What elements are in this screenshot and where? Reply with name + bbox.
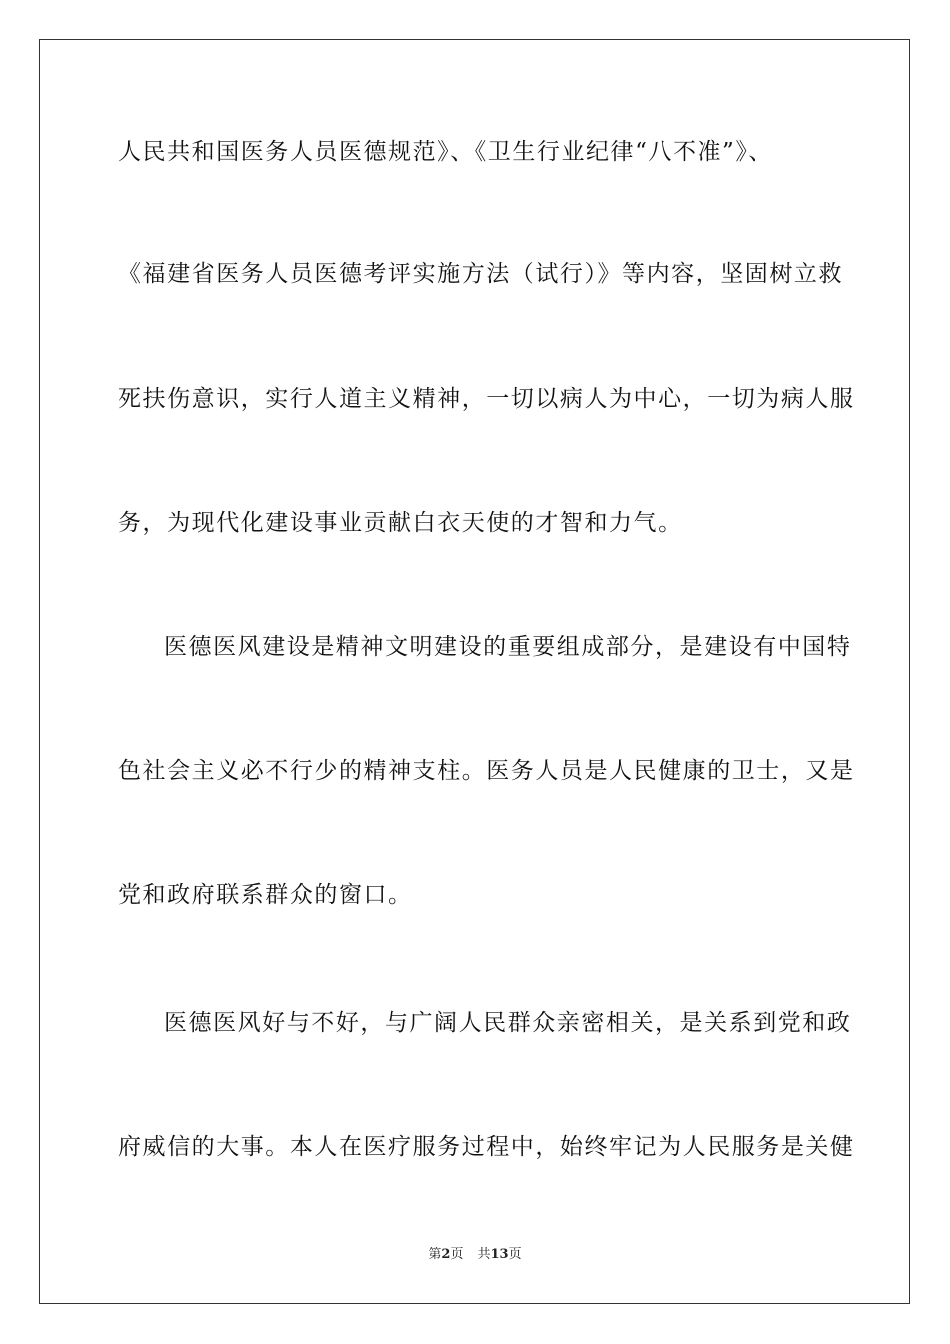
total-suffix: 页 [508,1247,522,1262]
paragraph-2-line-1: 医德医风建设是精神文明建设的重要组成部分，是建设有中国特 [164,634,852,660]
page-number: 2 [441,1247,451,1262]
page-border [39,39,910,1304]
text-line-9: 府威信的大事。本人在医疗服务过程中，始终牢记为人民服务是关健 [118,1134,855,1160]
page-suffix: 页 [450,1247,464,1262]
text-line-1: 人民共和国医务人员医德规范》、《卫生行业纪律“八不准”》、 [118,139,773,165]
total-pages: 13 [490,1247,509,1262]
paragraph-3-line-1: 医德医风好与不好，与广阔人民群众亲密相关，是关系到党和政 [164,1010,852,1036]
total-prefix: 共 [477,1247,491,1262]
text-line-2: 《福建省医务人员医德考评实施方法（试行）》等内容，坚固树立救 [118,261,843,287]
page-prefix: 第 [428,1247,442,1262]
text-line-7: 党和政府联系群众的窗口。 [118,882,413,908]
text-line-3: 死扶伤意识，实行人道主义精神，一切以病人为中心，一切为病人服 [118,386,855,412]
text-line-4: 务，为现代化建设事业贡献白衣天使的才智和力气。 [118,510,683,536]
text-line-6: 色社会主义必不行少的精神支柱。医务人员是人民健康的卫士，又是 [118,758,855,784]
page-footer [0,1246,950,1264]
